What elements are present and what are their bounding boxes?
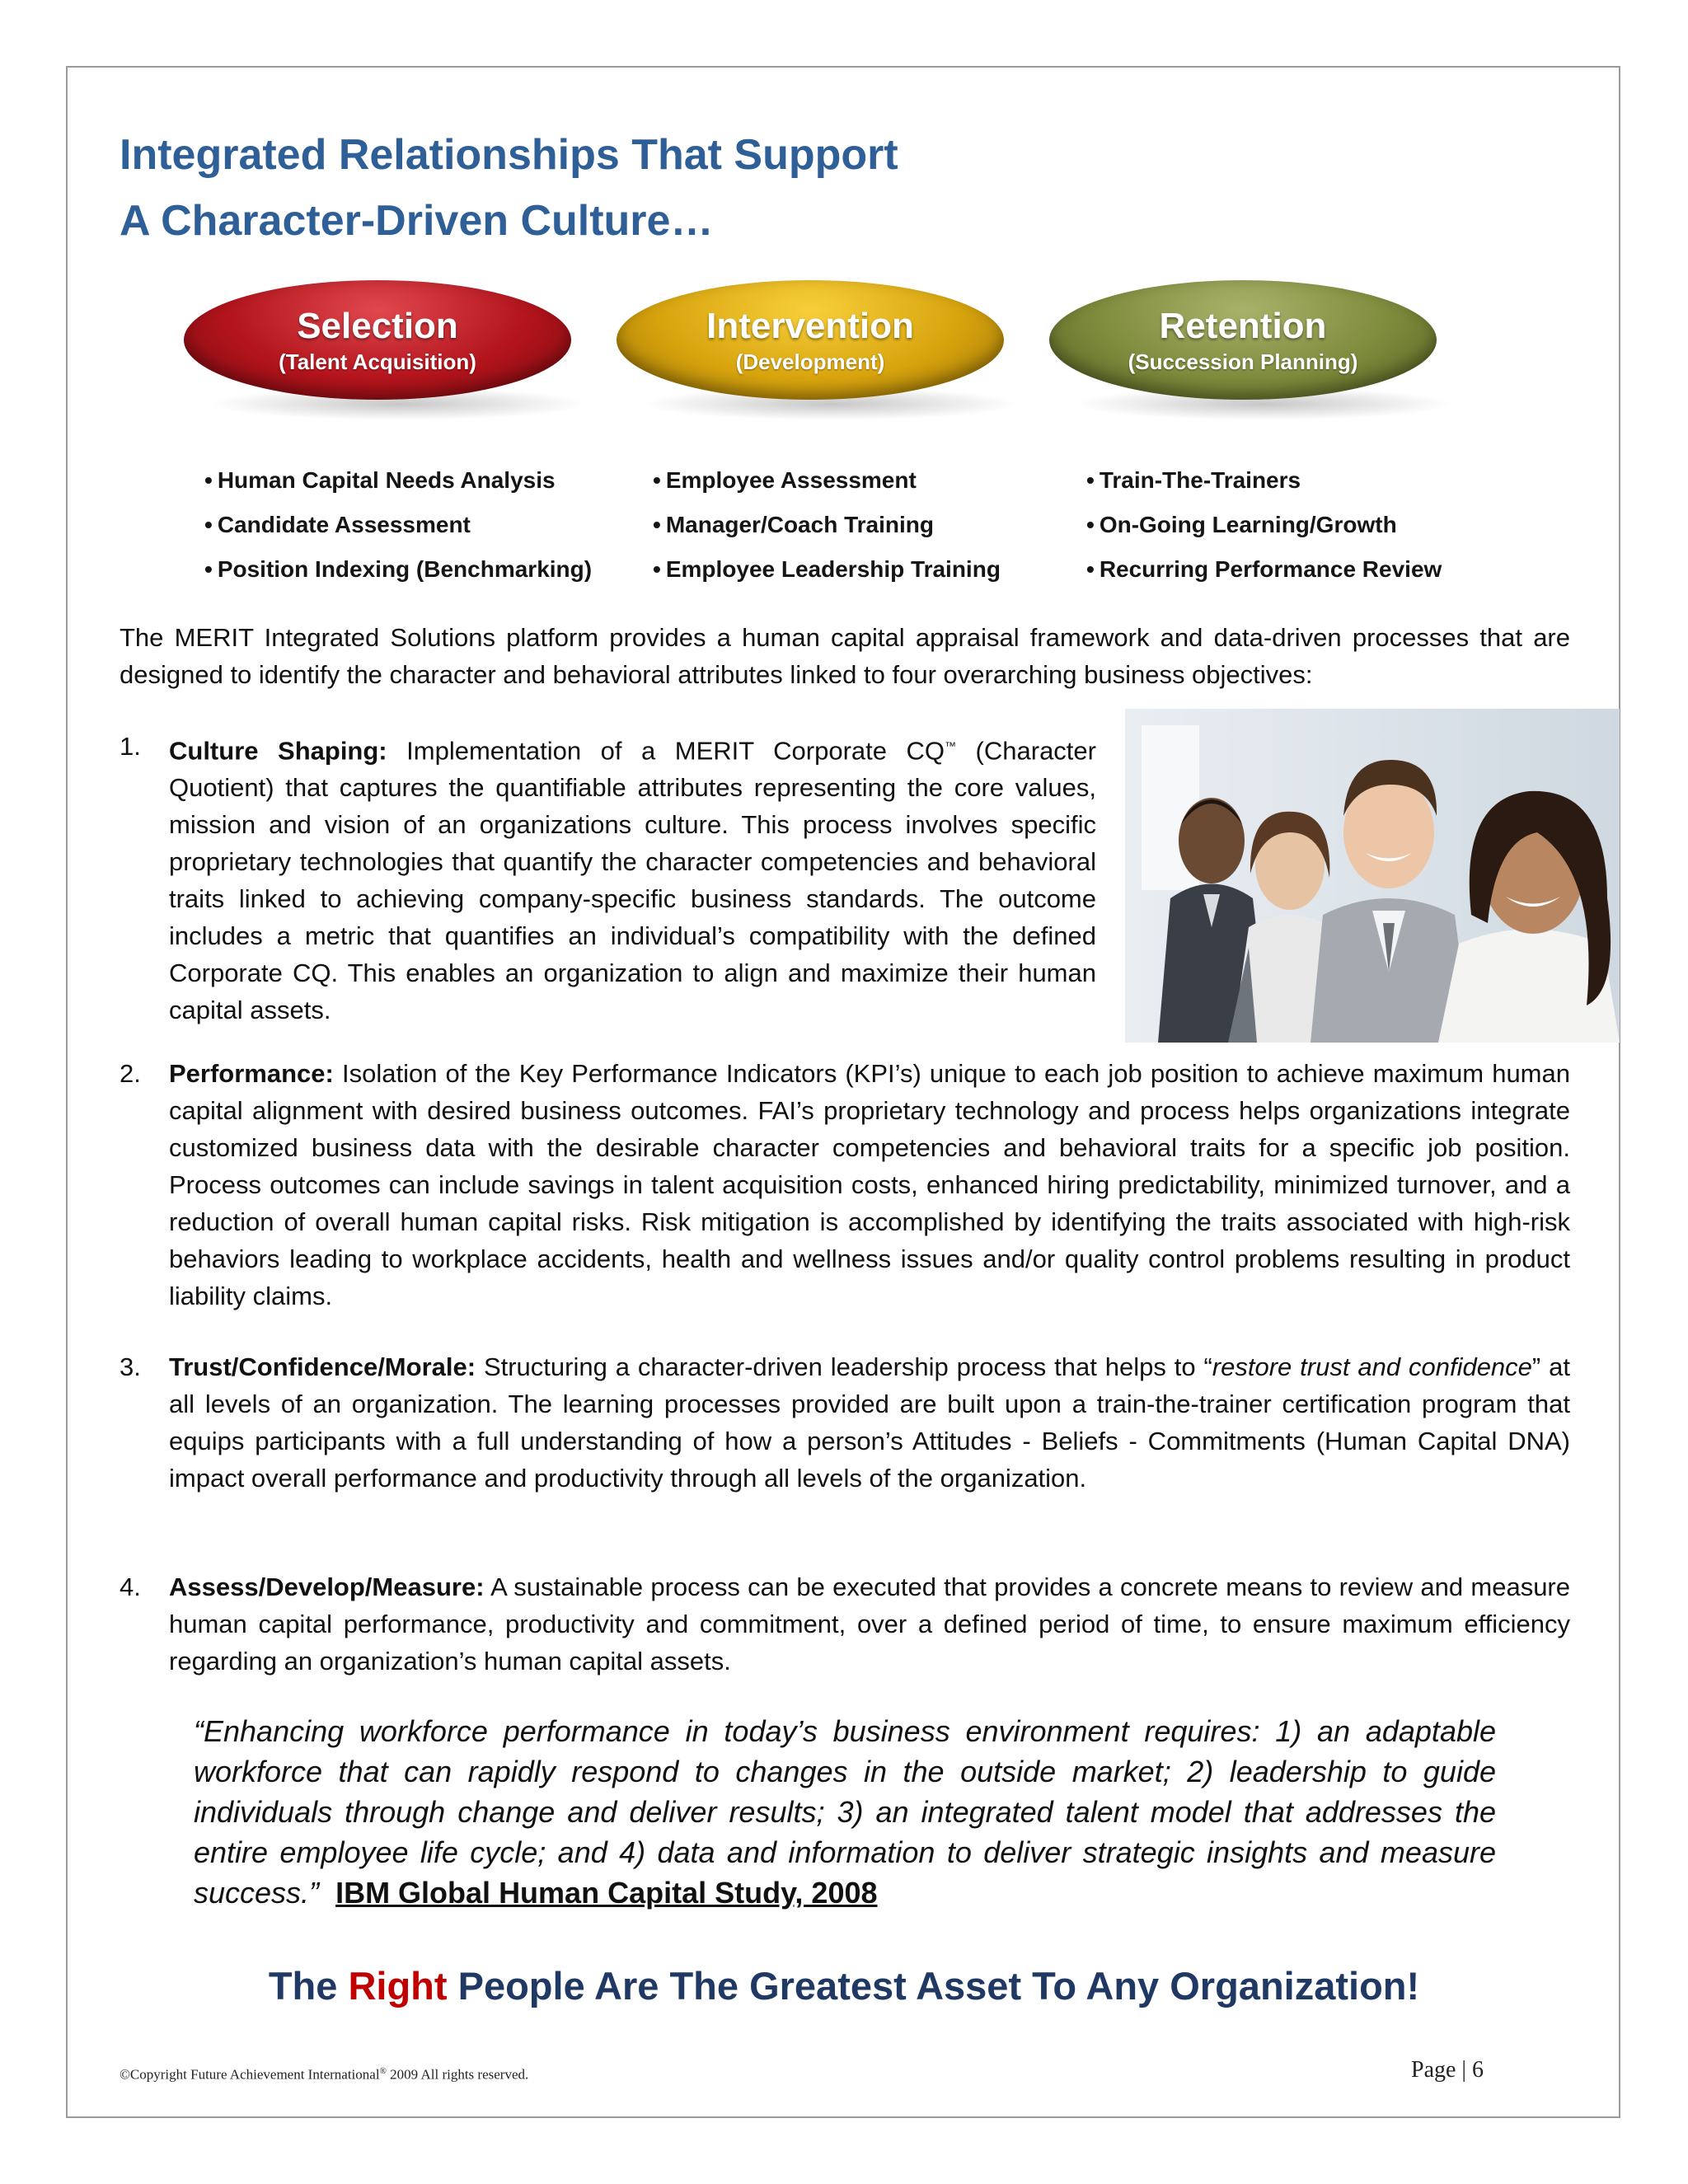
item-label: Assess/Develop/Measure: [169,1572,485,1601]
objective-item-3 [120,1348,1570,1497]
retention-title: Retention [1159,305,1327,346]
title-line-2: A Character-Driven Culture… [120,197,714,245]
item-number: 4. [120,1572,141,1601]
item-text [169,1348,1570,1497]
objective-item-2 [120,1055,1570,1315]
list-item: • Train-The-Trainers [1086,458,1442,503]
item-text [169,1055,1570,1315]
list-item: • Employee Assessment [653,458,1001,503]
list-item: • Human Capital Needs Analysis [204,458,592,503]
retention-oval-shape [1049,280,1437,400]
list-item: • Candidate Assessment [204,503,592,547]
selection-bullet-list [204,458,592,592]
objective-item-4 [120,1568,1570,1680]
intervention-bullet-list [653,458,1001,592]
quote-text: “Enhancing workforce performance in today’s business environment requires: 1) an adaptable workforce that can rapidly respond to changes in the outside market; 2) leadership to guide individuals through change and deliver results; 3) an integrated talent model that addresses the entire employee life cycle; and 4) data and information to deliver strategic insights and measure success.” [194,1714,1496,1910]
selection-title: Selection [297,305,458,346]
tagline-highlight: Right [348,1964,448,2008]
item-body: Structuring a character-driven leadership process that helps to “ [476,1352,1212,1381]
ibm-quote [194,1711,1496,1913]
item-label: Culture Shaping: [169,736,387,766]
tagline-end: People Are The Greatest Asset To Any Organization! [447,1964,1420,2008]
intervention-oval [617,280,1020,420]
tagline [0,1963,1688,2008]
selection-oval-shape [184,280,571,400]
intervention-subtitle: (Development) [735,349,885,374]
registered-symbol: ® [379,2066,387,2076]
item-body: A sustainable process can be executed that provides a concrete means to review and measure human capital performance, productivity and commitment, over a defined period of time, to ensure maximum efficiency regarding an organization’s human capital assets. [169,1572,1570,1675]
tagline-start: The [268,1964,349,2008]
retention-bullet-list [1086,458,1442,592]
item-label: Trust/Confidence/Morale: [169,1352,476,1381]
item-body: Implementation of a MERIT Corporate CQ [387,736,945,766]
item-text [169,1568,1570,1680]
selection-oval [184,280,588,420]
team-photo-illustration [1125,709,1620,1043]
quote-source: IBM Global Human Capital Study, 2008 [335,1876,878,1910]
item-label: Performance: [169,1059,334,1088]
intervention-title: Intervention [706,305,914,346]
page-title [120,122,898,254]
intervention-oval-shape [617,280,1004,400]
objective-item-1 [120,728,1096,1029]
item-body: ” at all levels of an organization. The learning processes provided are built upon a train-the-trainer certification program that equips participants with a full understanding of how a person’s Attitudes - Beliefs - Commitments (Human Capital DNA) impact overall performance and productivity through all levels of the organization. [169,1352,1570,1493]
item-body: Isolation of the Key Performance Indicators (KPI’s) unique to each job position to achieve maximum human capital alignment with desired business outcomes. FAI’s proprietary technology and process helps organizations integrate customized business data with the desirable character competencies and behavioral traits for a specific job position. Process outcomes can include savings in talent acquisition costs, enhanced hiring predictability, minimized turnover, and a reduction of overall human capital risks. Risk mitigation is accomplished by identifying the traits associated with high-risk behaviors leading to workplace accidents, health and wellness issues and/or quality control problems resulting in product liability claims. [169,1059,1570,1310]
selection-subtitle: (Talent Acquisition) [279,349,476,374]
intro-paragraph: The MERIT Integrated Solutions platform provides a human capital appraisal framework and data-driven processes that are designed to identify the character and behavioral attributes linked to four overarching business objectives: [120,623,1570,689]
trademark-symbol: ™ [945,739,957,752]
item-text [169,728,1096,1029]
list-item: • Position Indexing (Benchmarking) [204,547,592,592]
item-emphasis: restore trust and confidence [1212,1352,1532,1381]
team-photo [1125,709,1620,1043]
retention-oval [1049,280,1453,420]
list-item: • Manager/Coach Training [653,503,1001,547]
item-number: 3. [120,1352,141,1381]
copyright-text: ©Copyright Future Achievement International [120,2066,380,2083]
item-number: 2. [120,1059,141,1088]
retention-subtitle: (Succession Planning) [1128,349,1358,374]
page-number: Page | 6 [1411,2057,1484,2083]
copyright-year: 2009 All rights reserved. [386,2066,529,2083]
copyright-notice [120,2066,528,2083]
item-body: (Character Quotient) that captures the quantifiable attributes representing the core values, mission and vision of an organizations culture. This process involves specific proprietary technologies that quantify the character competencies and behavioral traits linked to achieving company-specific business standards. The outcome includes a metric that quantifies an individual’s compatibility with the defined Corporate CQ. This enables an organization to align and maximize their human capital assets. [169,736,1096,1025]
item-number: 1. [120,732,141,761]
list-item: • On-Going Learning/Growth [1086,503,1442,547]
list-item: • Employee Leadership Training [653,547,1001,592]
list-item: • Recurring Performance Review [1086,547,1442,592]
title-line-1: Integrated Relationships That Support [120,131,898,179]
